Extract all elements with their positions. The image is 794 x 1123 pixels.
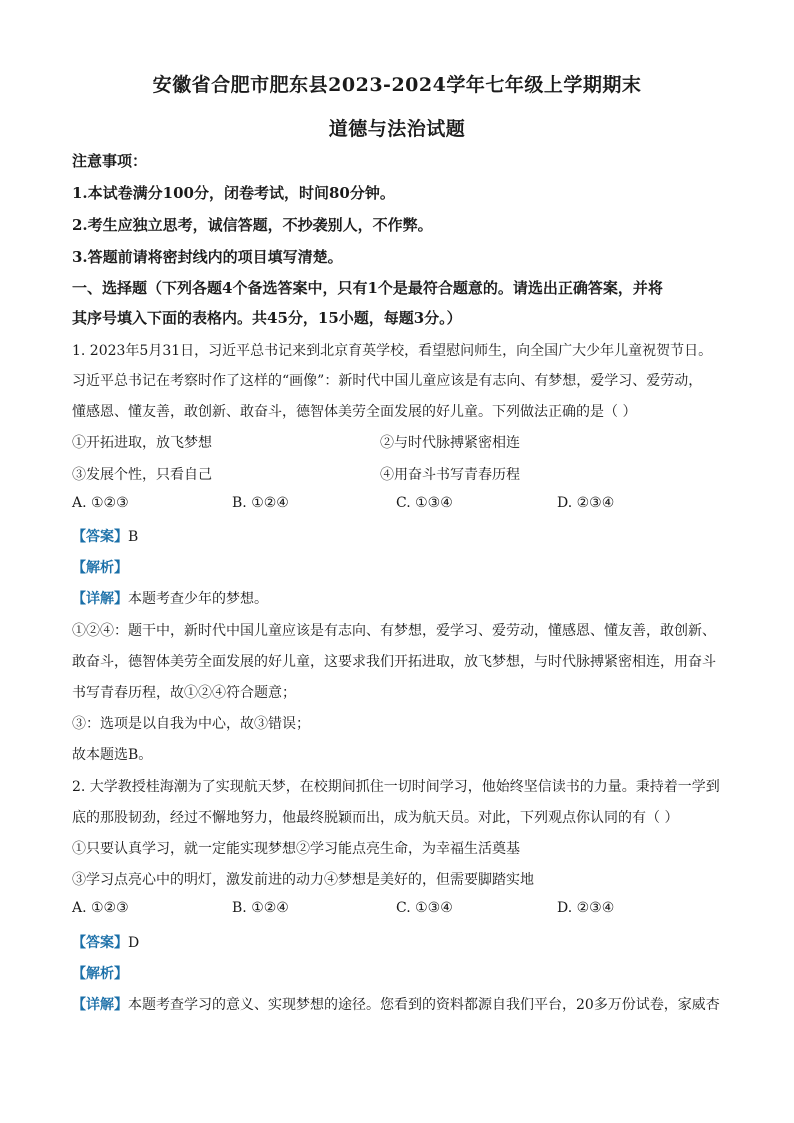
q1-stem-line: 1. 2023年5月31日，习近平总书记来到北京育英学校，看望慰问师生，向全国广大少年儿童祝贺节日。 — [72, 343, 713, 359]
q1-detail-line: ①②④：题干中，新时代中国儿童应该是有志向、有梦想，爱学习、爱劳动，懂感恩、懂友善，敢创新、 — [72, 623, 716, 639]
notes-heading: 注意事项： — [72, 152, 148, 170]
answer-value: B — [128, 529, 139, 545]
note-item: 3.答题前请将密封线内的项目填写清楚。 — [72, 248, 343, 266]
detail-tag: 【详解】 — [72, 997, 128, 1013]
q2-stem-line: ①只要认真学习，就一定能实现梦想②学习能点亮生命，为幸福生活奠基 — [72, 841, 520, 857]
q2-detail — [72, 994, 720, 1014]
q2-stem-line: 底的那股韧劲，经过不懈地努力，他最终脱颖而出，成为航天员。对此，下列观点你认同的有（ ） — [72, 810, 679, 826]
q1-statement: ②与时代脉搏紧密相连 — [380, 435, 520, 451]
q1-stem-line: 习近平总书记在考察时作了这样的“画像”：新时代中国儿童应该是有志向、有梦想，爱学习、爱劳动， — [72, 373, 703, 389]
detail-text: 本题考查学习的意义、实现梦想的途径。您看到的资料都源自我们平台，20多万份试卷，家威杏 — [128, 997, 720, 1013]
q2-option-b: B. ①②④ — [232, 900, 289, 916]
q1-statement: ①开拓进取，放飞梦想 — [72, 435, 212, 451]
answer-tag: 【答案】 — [72, 935, 128, 951]
q1-detail — [72, 588, 268, 608]
q2-stem-line: 2. 大学教授桂海潮为了实现航天梦，在校期间抓住一切时间学习，他始终坚信读书的力量。秉持着一学到 — [72, 779, 720, 795]
section-heading: 一、选择题（下列各题4个备选答案中，只有1个是最符合题意的。请选出正确答案，并将 — [72, 279, 663, 297]
q1-option-b: B. ①②④ — [232, 495, 289, 511]
analysis-tag: 【解析】 — [72, 560, 128, 576]
section-heading-cont: 其序号填入下面的表格内。共45分，15小题，每题3分。） — [72, 309, 462, 327]
detail-text: 本题考查少年的梦想。 — [128, 591, 268, 607]
q1-detail-line: 书写青春历程，故①②④符合题意； — [72, 685, 296, 701]
analysis-tag: 【解析】 — [72, 966, 128, 982]
detail-tag: 【详解】 — [72, 591, 128, 607]
q1-detail-line: 故本题选B。 — [72, 747, 153, 763]
q2-answer — [72, 932, 139, 952]
q1-option-a: A. ①②③ — [72, 495, 129, 511]
q1-analysis — [72, 557, 128, 577]
note-item: 1.本试卷满分100分，闭卷考试，时间80分钟。 — [72, 184, 395, 202]
q2-option-d: D. ②③④ — [557, 900, 615, 916]
q1-detail-line: ③：选项是以自我为中心，故③错误； — [72, 716, 310, 732]
q1-option-d: D. ②③④ — [557, 495, 615, 511]
answer-value: D — [128, 935, 140, 951]
q1-stem-line: 懂感恩、懂友善，敢创新、敢奋斗，德智体美劳全面发展的好儿童。下列做法正确的是（ ） — [72, 404, 637, 420]
q2-analysis — [72, 963, 128, 983]
q2-option-a: A. ①②③ — [72, 900, 129, 916]
page-subtitle: 道德与法治试题 — [328, 118, 466, 140]
answer-tag: 【答案】 — [72, 529, 128, 545]
page-title: 安徽省合肥市肥东县2023-2024学年七年级上学期期末 — [152, 74, 642, 96]
q1-option-c: C. ①③④ — [396, 495, 453, 511]
note-item: 2.考生应独立思考，诚信答题，不抄袭别人，不作弊。 — [72, 216, 433, 234]
q1-detail-line: 敢奋斗，德智体美劳全面发展的好儿童，这要求我们开拓进取，放飞梦想，与时代脉搏紧密相连，用奋斗 — [72, 654, 716, 670]
q1-answer — [72, 526, 138, 546]
q2-option-c: C. ①③④ — [396, 900, 453, 916]
q2-stem-line: ③学习点亮心中的明灯，激发前进的动力④梦想是美好的，但需要脚踏实地 — [72, 872, 534, 888]
q1-statement: ④用奋斗书写青春历程 — [380, 467, 520, 483]
q1-statement: ③发展个性，只看自己 — [72, 467, 212, 483]
